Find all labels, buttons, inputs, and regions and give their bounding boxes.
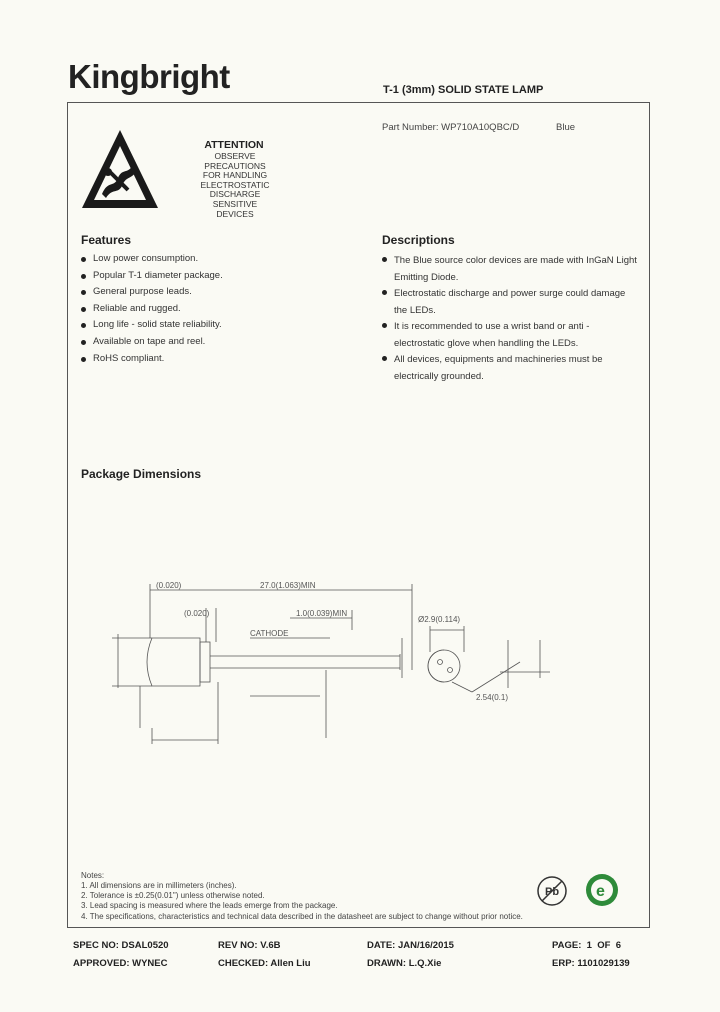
approved-by: APPROVED: WYNEC (73, 958, 168, 969)
descriptions-list (382, 253, 640, 385)
note-item: 3. Lead spacing is measured where the leads emerge from the package. (81, 901, 338, 911)
document-date: DATE: JAN/16/2015 (367, 940, 454, 951)
attention-line: ELECTROSTATIC (200, 179, 270, 190)
attention-line: SENSITIVE (212, 198, 258, 209)
part-color: Blue (556, 122, 576, 133)
part-number: Part Number: WP710A10QBC/D (382, 122, 520, 133)
checked-by: CHECKED: Allen Liu (218, 958, 311, 969)
svg-text:e: e (596, 883, 605, 900)
package-dimensions-drawing (100, 578, 620, 750)
content-frame (67, 102, 650, 928)
revision-number: REV NO: V.6B (218, 940, 281, 951)
package-dimensions-heading: Package Dimensions (81, 467, 202, 481)
features-heading: Features (81, 233, 132, 247)
document-title: T-1 (3mm) SOLID STATE LAMP (383, 84, 544, 96)
list-item: Reliable and rugged. (81, 303, 361, 320)
list-item: Available on tape and reel. (81, 336, 361, 353)
attention-title: ATTENTION (204, 139, 264, 151)
list-item: Low power consumption. (81, 253, 361, 270)
pb-free-icon (538, 877, 566, 905)
dimension-label: (0.020) (156, 581, 182, 590)
list-item: Popular T-1 diameter package. (81, 270, 361, 287)
dimension-label: Ø2.9(0.114) (418, 615, 461, 624)
dimension-label: 2.54(0.1) (476, 693, 509, 702)
rohs-e-icon (586, 874, 618, 906)
drawn-by: DRAWN: L.Q.Xie (367, 958, 442, 969)
list-item: RoHS compliant. (81, 353, 361, 370)
list-item: Long life - solid state reliability. (81, 319, 361, 336)
attention-line: FOR HANDLING (202, 170, 268, 181)
descriptions-heading: Descriptions (382, 233, 455, 247)
features-list (81, 253, 361, 369)
attention-line: OBSERVE PRECAUTIONS (204, 151, 266, 171)
certification-marks (535, 871, 635, 911)
attention-line: DISCHARGE (209, 189, 261, 200)
erp-number: ERP: 1101029139 (552, 958, 630, 969)
attention-text (190, 152, 280, 219)
note-item: 1. All dimensions are in millimeters (inches). (81, 881, 237, 890)
list-item: All devices, equipments and machineries must be electrically grounded. (382, 352, 640, 385)
kingbright-logo: Kingbright (68, 58, 230, 95)
note-item: 2. Tolerance is ±0.25(0.01") unless otherwise noted. (81, 891, 265, 901)
svg-text:Pb: Pb (545, 886, 560, 898)
note-item: 4. The specifications, characteristics and technical data described in the datasheet are subject to change without prior notice. (81, 911, 523, 921)
dimension-label: 27.0(1.063)MIN (260, 581, 316, 590)
notes-list (81, 881, 523, 922)
list-item: The Blue source color devices are made with InGaN Light Emitting Diode. (382, 253, 640, 286)
notes-title: Notes: (81, 871, 105, 880)
dimension-label: 1.0(0.039)MIN (296, 609, 348, 618)
cathode-label: CATHODE (250, 629, 289, 638)
spec-number: SPEC NO: DSAL0520 (73, 940, 169, 951)
attention-line: DEVICES (216, 208, 254, 219)
list-item: Electrostatic discharge and power surge could damage the LEDs. (382, 286, 640, 319)
list-item: It is recommended to use a wrist band or anti - electrostatic glove when handling the LEDs. (382, 319, 640, 352)
list-item: General purpose leads. (81, 286, 361, 303)
page-indicator: PAGE: 1 OF 6 (552, 940, 621, 951)
dimension-label: (0.020) (184, 609, 210, 618)
esd-warning-icon (80, 128, 160, 210)
